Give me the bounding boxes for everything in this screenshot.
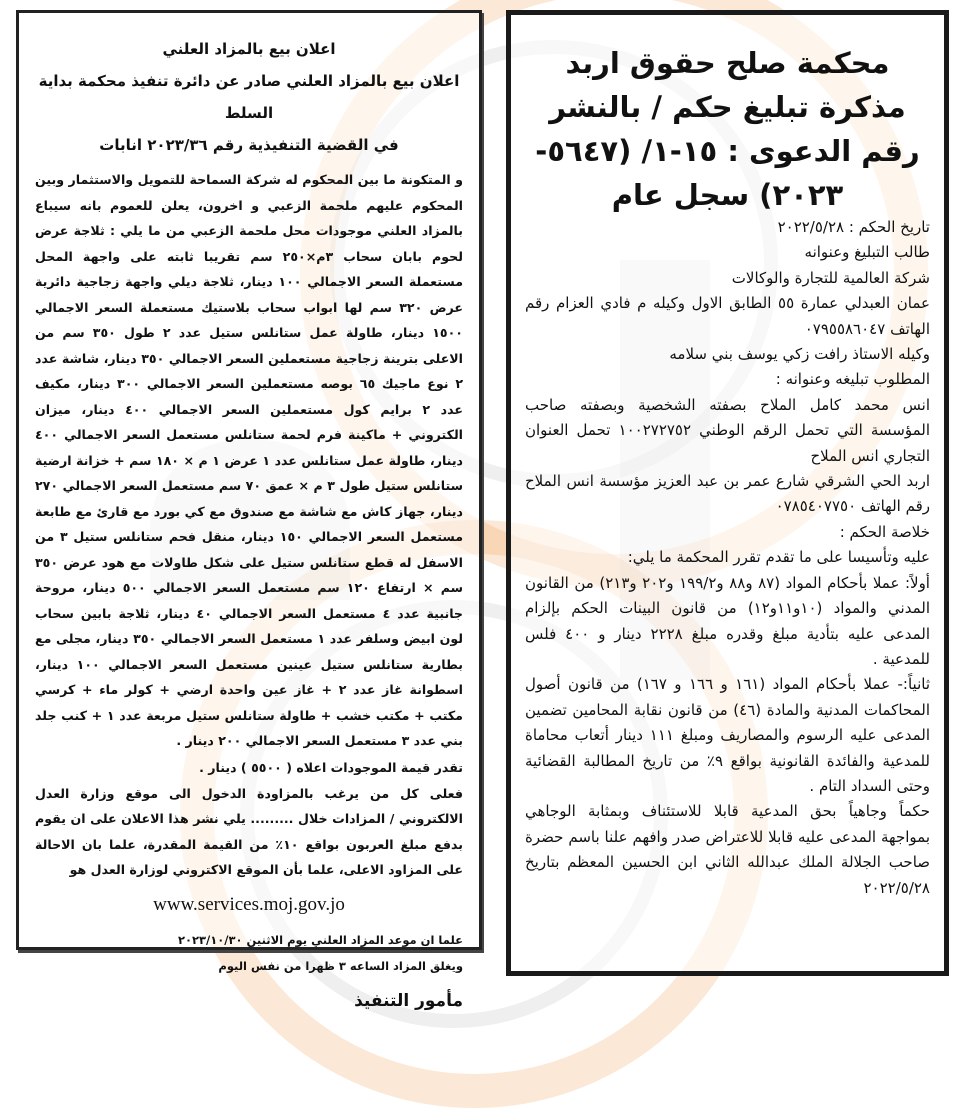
notice-subtitle: اعلان بيع بالمزاد العلني صادر عن دائرة تنفيذ محكمة بداية السلط xyxy=(38,72,460,122)
auction-notice xyxy=(16,10,482,1011)
respondent-address: اربد الحي الشرقي شارع عمر بن عبد العزيز مؤسسة انس الملاح رقم الهاتف ٠٧٨٥٤٠٧٧٥٠ xyxy=(525,472,930,516)
requester-label: طالب التبليغ وعنوانه xyxy=(804,243,930,262)
notice-title: اعلان بيع بالمزاد العلني xyxy=(162,40,336,58)
auction-date: علما ان موعد المزاد العلني يوم الاثنين ٢٠٢٣/١٠/٣٠ xyxy=(177,932,463,947)
notice-title-line: محكمة صلح حقوق اربد xyxy=(565,46,890,80)
moj-website-link[interactable]: www.services.moj.gov.jo xyxy=(153,893,345,915)
judgment-intro: عليه وتأسيسا على ما تقدم تقرر المحكمة ما يلي: xyxy=(627,548,930,567)
judgment-summary-label: خلاصة الحكم : xyxy=(839,522,930,541)
notice-title-line: رقم الدعوى : ١٥-١/ (٥٦٤٧- xyxy=(535,134,920,168)
judgment-second: ثانياً:- عملا بأحكام المواد (١٦١ و ١٦٦ و ١٦٧) من قانون أصول المحاكمات المدنية والمادة (٤٦) من قانون نقابة المحامين تضمين المدعى عليه الرسوم والمصاريف ومبلغ ١١١ دينار أتعاب محاماة للمدعية والفائدة القانونية بواقع ٩٪ من تاريخ المطالبة القضائية وحتى السداد التام . xyxy=(525,675,931,795)
notice-body: و المتكونة ما بين المحكوم له شركة السماحة للتمويل والاستثمار وبين المحكوم عليهم ملحمة الزعبي و اخرون، يعلن للعموم بانه سيباع بالمزاد العلني موجودات محل ملحمة الزعبي من ما يلي : ثلاجة عرض لحوم بابان سحاب ٣م×٢٥٠ سم تقريبا ثابته على واجهة المحل مستعملة السعر الاجمالي ١٠٠ دينار، ثلاجة ديلي واجهة زجاجية دائرية عرض ٣٢٠ سم لها ابواب سحاب بلاستيك مستعملة السعر الاجمالي ١٥٠٠ دينار، طاولة عمل ستانلس ستيل عدد ٢ طول ٣٥٠ سم من الاعلى بترينة زجاجية مستعملين السعر الاجمالي ٣٥٠ دينار، شاشة عدد ٢ نوع ماجيك ٦٥ بوصه مستعملين السعر الاجمالي ٣٠٠ دينار، مكيف عدد ٢ برايم كول مستعملين السعر الاجمالي ٤٠٠ دينار، ميزان الكتروني + ماكينة فرم لحمة ستانلس مستعمل السعر الاجمالي ٤٠٠ دينار، طاولة عمل ستانلس عدد ١ عرض ١ م × ١٨٠ سم + خزانة ارضية ستانلس ستيل طول ٣ م × عمق ٧٠ سم مستعمل السعر الاجمالي ٢٧٠ دينار، جهاز كاش مع شاشة مع صندوق مع كي بورد مع قارئ مع طابعة مستعمل السعر الاجمالي ١٥٠ دينار، منقل فحم ستانلس ستيل ٣ من الاسفل له قطع ستانلس ستيل على شكل طاولات مع هود عرض ٣٥٠ سم × ارتفاع ١٢٠ سم مستعمل السعر الاجمالي ٥٠٠ دينار، مروحة جانبية عدد ٤ مستعمل السعر الاجمالي ٤٠ دينار، ثلاجة بابين سحاب لون ابيض وسلفر عدد ١ مستعمل السعر الاجمالي ٣٥٠ دينار، مجلى مع بطارية ستانلس ستيل عينين مستعمل السعر الاجمالي ١٠٠ دينار، اسطوانة غاز عدد ٢ + غاز عين واحدة ارضي + كولر ماء + كرسي مكتب + مكتب خشب + طاولة ستانلس ستيل مربعة عدد ١ + كنب جلد بني عدد ٣ مستعمل السعر الاجمالي ٢٠٠ دينار . xyxy=(35,172,464,748)
court-judgment-notice xyxy=(506,10,949,976)
judgment-first: أولاً: عملا بأحكام المواد (٨٧ و٨٨ و١٩٩/٢ و٢٠٢ و٢١٣) من القانون المدني والمواد (١٠و١١و١٢) من قانون البينات الحكم بإلزام المدعى عليه بتأدية مبلغ وقدره مبلغ ٢٢٢٨ دينار و ٤٠٠ فلس للمدعية . xyxy=(525,573,930,668)
respondent-label: المطلوب تبليغه وعنوانه : xyxy=(775,370,930,389)
notice-instructions: فعلى كل من يرغب بالمزاودة الدخول الى موقع وزارة العدل الالكتروني / المزادات خلال ......... يلي نشر هذا الاعلان على ان يقوم بدفع مبلغ العربون بواقع ١٠٪ من القيمة المقدرة، علما بان الاحالة على المزاود الاعلى، علما بأن الموقع الاكتروني لوزارة العدل هو xyxy=(35,785,463,877)
notice-title-line: ٢٠٢٣) سجل عام xyxy=(611,178,844,212)
signature: مأمور التنفيذ xyxy=(354,990,463,1011)
notice-title-line: مذكرة تبليغ حكم / بالنشر xyxy=(549,90,906,124)
notice-valuation: تقدر قيمة الموجودات اعلاه ( ٥٥٠٠ ) دينار . xyxy=(199,759,463,775)
notice-case-number: في القضية التنفيذية رقم ٢٠٢٣/٣٦ انابات xyxy=(99,136,399,154)
judgment-final: حكماً وجاهياً بحق المدعية قابلا للاستئناف وبمثابة الوجاهي بمواجهة المدعى عليه قابلا للاعتراض صدر وافهم علنا باسم حضرة صاحب الجلالة الملك عبدالله الثاني ابن الحسين المعظم بتاريخ ٢٠٢٢/٥/٢٨ xyxy=(525,802,930,897)
judgment-date: تاريخ الحكم : ٢٠٢٢/٥/٢٨ xyxy=(777,218,930,236)
respondent-name: انس محمد كامل الملاح بصفته الشخصية وبصفته صاحب المؤسسة التي تحمل الرقم الوطني ١٠٠٢٧٢٧٥٢ تحمل العنوان التجاري انس الملاح xyxy=(525,395,930,465)
requester-address: عمان العبدلي عمارة ٥٥ الطابق الاول وكيله م فادي العزام رقم الهاتف ٠٧٩٥٥٨٦٠٤٧ xyxy=(525,294,930,338)
requester-name: شركة العالمية للتجارة والوكالات xyxy=(731,268,930,287)
auction-closing-time: ويغلق المزاد الساعه ٣ ظهرا من نفس اليوم xyxy=(218,958,463,973)
requester-attorney: وكيله الاستاذ رافت زكي يوسف بني سلامه xyxy=(669,345,930,364)
